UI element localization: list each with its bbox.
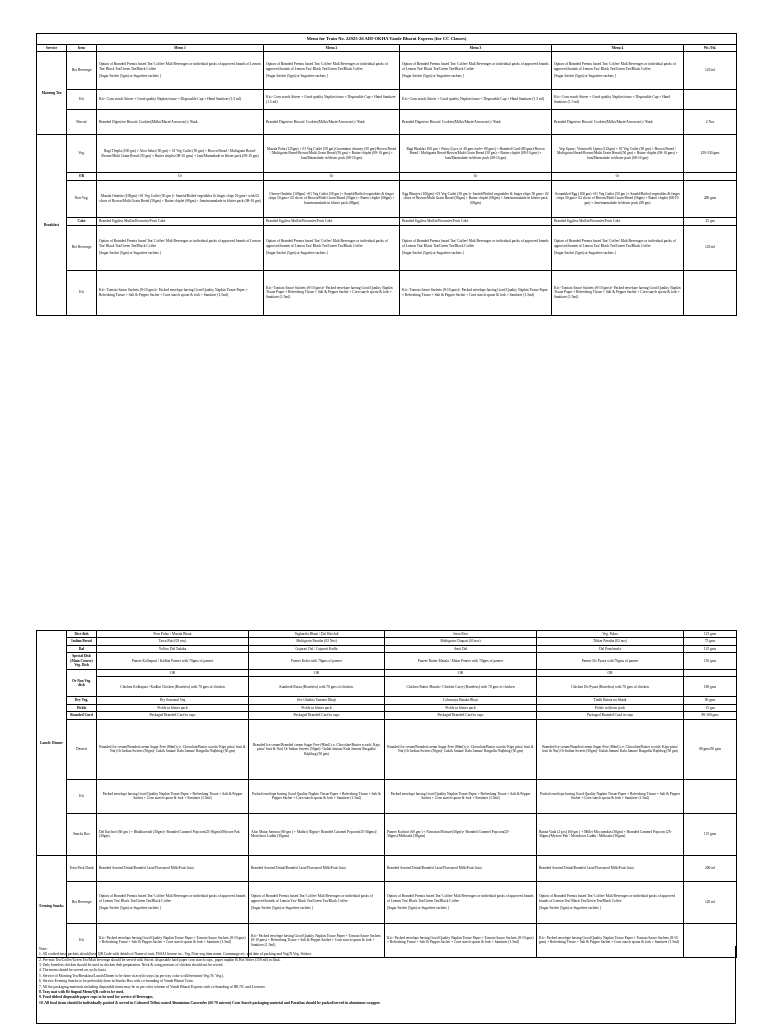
table-row: [37, 90, 737, 110]
header-row: [37, 44, 737, 51]
menu-cell: Branded Eggless Muffin/Brownies/Fruit Cake: [552, 217, 684, 225]
menu-cell: Masala Poha (125gm) + 01 Veg Cutlet (50 gm) Groundnut chutney (50 gm)-Brown Bread / Multigrain Bread-Brown/Multi Grain Bread (50 gm) + Butter chiplet (08-10 gms) + Jam/Marmalade in blister pack (08-10 gm): [264, 135, 400, 173]
header-menu1: Menu 1: [97, 44, 264, 51]
item-cell: Biscuit: [67, 110, 97, 135]
weight-cell: 75 gms: [684, 638, 737, 645]
menu-cell: Packed envelope having Good Quality Napkin Tissue Paper + Refreshing Tissue + Salt & Pepper Sachet + Corn starch spoon & fork + Sanitizer (1.5ml): [97, 779, 249, 813]
menu-cell: Kit:- Corn starch Stirrer + Good quality Napkin tissue + Disposable Cup + Hand Sanitizer (1.5 ml): [264, 90, 400, 110]
sachet-text: [Sugar Sachet (5gm) or Sugarfree sachets ]: [99, 251, 161, 256]
item-cell: Cake: [67, 217, 97, 225]
menu-cell: Branded Ice cream/Branded cream Sugar Free (80ml) i.e. Chocolate/Butter scotch/ Kaju pista/ fruit & Nut) Or Indian Sweets (50gm)- Gulab Jamun/ Kala Jamun/ Rasgulla/ Rajbhog (50 gm): [97, 719, 249, 779]
item-cell: Pickle: [67, 704, 97, 711]
header-menu2: Menu 2: [264, 44, 400, 51]
menu-cell: Branded Digestive Biscuit/ Cookies(Millet/Marie/Arrowroot) / Rusk: [400, 110, 552, 135]
menu-cell: Ragi Bhakhri 100 gm + Putta (2 pcs of 40 gms each= 80 gms) + Branded Curd (80 gms)-Brown Bread / Multigrain Bread-Brown/Multi Grain Bread (50 gm) + Butter chiplet (08-10 gms) + Jam/Marmalade in blister pack (08-10 gm): [400, 135, 552, 173]
table-row: [37, 704, 737, 711]
note-item: 6. Service Evening Snacks to be preferably done in Snacks Box with co-branding of Vande Bharat Train.: [39, 979, 194, 984]
menu-cell: Chicken Do Pyaza (Boneless) with 70 gms of chicken: [537, 677, 684, 697]
item-cell: Special Dish (Main Course) Veg. Dish: [67, 653, 97, 669]
menu-cell: Paneer Butter Masala / Matar Paneer with 70gms of paneer: [385, 653, 537, 669]
sachet-text: [Sugar Sachet (5gm) or Sugarfree sachets ]: [387, 906, 449, 911]
menu-cell: Branded Digestive Biscuit/ Cookies(Millet/Marie/Arrowroot) / Rusk: [552, 110, 684, 135]
menu-cell: Ragi Thepla (100 gm) + Aloo Sabzi (50 gm) + 01 Veg Cutlet (50 gm) + Brown Bread / Multigrain Bread-Brown/Multi Grain Bread (50 gm) + Butter chiplet (08-10 gms) + Jam/Marmalade in blister pack (08-10 gm): [97, 135, 264, 173]
weight-cell: [684, 90, 737, 110]
table-row: [37, 712, 737, 719]
item-cell: Kit: [67, 779, 97, 813]
sachet-text: [Sugar Sachet (5gm) or Sugarfree sachets ]: [539, 906, 601, 911]
note-item: 5. Service of Morning Tea/Breakfast/Lunch/Dinner to be done in acrylic trays (as per tray color to differentiate Veg./N. Veg.).: [39, 973, 225, 978]
or-cell: OR: [385, 669, 537, 676]
menu-text: Option of Branded Premix based Tea/ Coffee/ Malt Beverages or individual packs of approved brands of Lemon Tea/ Black Tea/Green Tea/Black Coffee: [387, 894, 534, 903]
menu-cell: Pickle in blister pack: [385, 704, 537, 711]
menu-cell: Kit:- Packed envelope having Good Quality Napkin Tissue Paper + Tomato Sauce Sachets (8-10 gms) + Refreshing Tissue + Salt & Pepper Sachet + Corn starch spoon & fork + Sanitizer (1.5ml): [385, 923, 537, 957]
table-row: [37, 881, 737, 923]
weight-cell: [684, 669, 737, 676]
weight-cell: 80-100 gms: [684, 712, 737, 719]
menu-title: Menu for Train No. 22925-26 ADI-OKHA Vande Bharat Express (for CC Classes): [37, 34, 737, 45]
menu-cell: Branded Aerated Drink/Branded Lassi/Flavoured Milk/Fruit Juice: [385, 855, 537, 881]
weight-cell: 15 gm: [684, 704, 737, 711]
menu-cell: Kit:- Corn starch Stirrer + Good quality Napkin tissue + Disposable Cup + Hand Sanitizer (1.5 ml): [400, 90, 552, 110]
item-cell: Branded Curd: [67, 712, 97, 719]
menu-cell: Multigrain Paratha (02 Nos): [249, 638, 385, 645]
menu-cell: Kit:- Tomato Sauce Sachets (8-10 gms)+ Packed envelope having Good Quality Napkin Tissue Paper + Refreshing Tissue + Salt & Pepper Sachet + Corn starch spoon & fork + Sanitizer (1.5ml): [400, 270, 552, 315]
note-item: 4. The menu should be served on cyclic basis.: [39, 968, 107, 973]
notes-heading: Note:-: [39, 947, 49, 951]
or-cell: Or: [552, 173, 684, 180]
note-item-bold: 9. Food ribbed disposable paper cups to be used for service of Beverages.: [39, 995, 154, 1000]
menu-cell: [97, 225, 264, 270]
menu-cell: Paneer Kofta with 70gms of paneer: [249, 653, 385, 669]
menu-cell: Branded Aerated Drink/Branded Lassi/Flavoured Milk/Fruit Juice: [537, 855, 684, 881]
sachet-text: [Sugar Sachet (5gm) or Sugarfree sachets ]: [99, 906, 161, 911]
menu-text: Option of Branded Premix based Tea/ Coffee/ Malt Beverages or individual packs of approved brands of Lemon Tea/ Black Tea/Green Tea/Black Coffee: [402, 239, 549, 248]
header-item: Item: [67, 44, 97, 51]
item-cell: Dessert: [67, 719, 97, 779]
menu-cell: Yellow Dal Tadaka: [97, 645, 249, 652]
menu-cell: Masala Omlette (100gm) +01 Veg Cutlet (50 gm )+ Sautéd/Boiled vegetables & finger chips 50 gms+ with 02 slices of Brown/Multi Grain Bread (50gm) + Butter chiplet (08gm) + Jam/marmalade in blister pack (08-10 gm): [97, 180, 264, 217]
table-row: [37, 631, 737, 638]
menu-cell: Aloo Matar Samosa (60 gm ) + Mathri (30gm)+ Branded Caramel Popcorn(25-30gms)/ Motichoor Laddu (30gms): [249, 813, 385, 855]
menu-cell: [264, 225, 400, 270]
sachet-text: [Sugar Sachet (5gm) or Sugarfree sachets ]: [554, 251, 616, 256]
menu-text: Option of Branded Premix based Tea/ Coffee/ Malt Beverages or individual packs of approved brands of Lemon Tea/ Black Tea/Green Tea/Black Coffee: [251, 894, 373, 903]
weight-cell: 125 gms: [684, 631, 737, 638]
service-cell: Lunch/ Dinner: [37, 631, 67, 856]
menu-cell: Jeera Rice: [385, 631, 537, 638]
breakfast-menu-table: [36, 33, 737, 316]
menu-cell: Kit:- Packed envelope having Good Quality Napkin Tissue Paper + Tomato Sauce Sachets (8-10 gms) + Refreshing Tissue + Salt & Pepper Sachet + Corn starch spoon & fork + Sanitizer (1.5ml): [537, 923, 684, 957]
menu-cell: Vagharela Bhaat / Dal Khichdi: [249, 631, 385, 638]
table-row: [37, 52, 737, 90]
menu-cell: Tikkar Paratha (02 nos): [537, 638, 684, 645]
menu-cell: Pickle in blister pack: [537, 704, 684, 711]
note-item: 3. Only boneless chicken should be used in chicken dish preparation. Neck & wing portions of chicken should not be served.: [39, 963, 224, 968]
note-item: 7. All the packaging materials including disposable items may be as per color scheme of Vande Bharat Express with co-branding of IRCTC and Licensee.: [39, 984, 266, 989]
item-cell: Kit: [67, 90, 97, 110]
menu-cell: Kamhedi Rassa (Boneless) with 70 gms of chicken.: [249, 677, 385, 697]
table-row: [37, 110, 737, 135]
menu-text: Option of Branded Premix based Tea/ Coffee/ Malt Beverages or individual packs of approved brands of Lemon Tea/ Black Tea/Green Tea/Black Coffee: [554, 62, 676, 71]
menu-cell: Branded Ice cream/Branded cream Sugar Free (80ml) i.e. Chocolate/Butter scotch/ Kaju pista/ fruit & Nut) Or Indian Sweets (50gm)- Gulab Jamun/ Kala Jamun/ Rasgulla/ Rajbhog (50 gm): [537, 719, 684, 779]
weight-cell: 120 ml: [684, 225, 737, 270]
weight-cell: 120 ml: [684, 881, 737, 923]
or-cell: OR: [97, 669, 249, 676]
header-weight: Wt./Vol.: [684, 44, 737, 51]
table-row: [37, 813, 737, 855]
menu-cell: Branded Digestive Biscuit/ Cookies(Millet/Marie/Arrowroot) / Rusk: [97, 110, 264, 135]
lunch-snacks-menu-table: [36, 630, 737, 958]
weight-cell: 125 gms: [684, 645, 737, 652]
menu-cell: Packaged Branded Curd in cups: [537, 712, 684, 719]
menu-cell: Branded Aerated Drink/Branded Lassi/Flavoured Milk/Fruit Juice: [97, 855, 249, 881]
menu-cell: Branded Eggless Muffin/Brownies/Fruit Cake: [97, 217, 264, 225]
menu-text: Option of Branded Premix based Tea/ Coffee/ Malt Beverages or individual packs of approved brands of Lemon Tea/ Black Tea/Green Tea/Black Coffee: [266, 62, 388, 71]
notes-section: [36, 946, 736, 1024]
menu-cell: Multigrain Chapati (03 nos): [385, 638, 537, 645]
note-item: 2. Pre-mix Tea/Coffee/Green Tea/Malt beverage should be served with Stirrer, disposable hard paper corn starch cups., paper napkin & Hot Water (150 ml) in flask.: [39, 957, 281, 962]
menu-cell: Branded Ice cream/Branded cream Sugar Free (80ml) i.e. Chocolate/Butter scotch/ Kaju pista/ fruit & Nut) Or Indian Sweets (50gm)- Gulab Jamun/ Kala Jamun/ Rasgulla/ Rajbhog (50 gm): [249, 719, 385, 779]
item-cell: Hot Beverage: [67, 881, 97, 923]
sachet-text: [Sugar Sachet (5gm) or Sugarfree sachets ]: [554, 74, 616, 79]
item-cell: Hot Beverage: [67, 52, 97, 90]
menu-cell: Veg. Pulao: [537, 631, 684, 638]
menu-text: Option of Branded Premix based Tea/ Coffee/ Malt Beverages or individual packs of approved brands of Lemon Tea/ Black Tea/Green Tea/Black Coffee: [99, 894, 246, 903]
header-menu4: Menu 4: [552, 44, 684, 51]
weight-cell: 280 gms: [684, 180, 737, 217]
item-cell: Snacks Box: [67, 813, 97, 855]
weight-cell: [684, 270, 737, 315]
menu-cell: Dry Seasonal Veg: [97, 697, 249, 704]
item-cell: Kit: [67, 270, 97, 315]
menu-cell: [537, 881, 684, 923]
menu-cell: Chicken Butter Masala / Chicken Curry (Boneless) with 70 gms of chicken: [385, 677, 537, 697]
menu-cell: Tawa Roti (03 nos): [97, 638, 249, 645]
menu-text: Option of Branded Premix based Tea/ Coffee/ Malt Beverages or individual packs of approved brands of Lemon Tea/ Black Tea/Green Tea/Black Coffee: [99, 62, 261, 71]
menu-cell: Paneer Do Pyaza with 70gms of paneer: [537, 653, 684, 669]
menu-cell: Sev Ghathia Tamater Bhaji: [249, 697, 385, 704]
item-cell: Indian Bread: [67, 638, 97, 645]
menu-cell: [552, 225, 684, 270]
weight-cell: 150 gms: [684, 653, 737, 669]
note-item-bold: 8. Tray mat with Bi-lingual Menu/QR code to be used.: [39, 989, 124, 994]
weight-cell: [684, 779, 737, 813]
menu-cell: [385, 881, 537, 923]
menu-cell: Branded Eggless Muffin/Brownies/Fruit Cake: [400, 217, 552, 225]
item-cell: Tetra Pack Drink: [67, 855, 97, 881]
item-cell: Or Non Veg. dish: [67, 669, 97, 696]
menu-cell: Branded Aerated Drink/Branded Lassi/Flavoured Milk/Fruit Juice: [249, 855, 385, 881]
or-cell: OR: [537, 669, 684, 676]
item-cell: OR: [67, 173, 97, 180]
service-cell: Breakfast: [37, 135, 67, 315]
menu-cell: Kit:- Tomato Sauce Sachets (8-10 gms)+ Packed envelope having Good Quality Napkin Tissue Paper + Refreshing Tissue + Salt & Pepper Sachet + Corn starch spoon & fork + Sanitizer (1.5ml): [264, 270, 400, 315]
weight-cell: 2 Nos: [684, 110, 737, 135]
item-cell: Dry Veg.: [67, 697, 97, 704]
menu-cell: Veg Upma / Vermicelli Upma (125gm) + 01 Veg Cutlet (50 gm) + Brown Bread / Multigrain Bread-Brown/Multi Grain Bread (50 gm) + Butter chiplet (08-10 gms) + Jam/Marmalade in blister pack (08-10 gm): [552, 135, 684, 173]
table-row: [37, 719, 737, 779]
service-cell: Morning Tea: [37, 52, 67, 135]
item-cell: Rice dish: [67, 631, 97, 638]
menu-cell: [249, 881, 385, 923]
menu-cell: Paneer Kolhapuri / Kadhai Paneer with 70gms of paneer: [97, 653, 249, 669]
menu-text: Option of Branded Premix based Tea/ Coffee/ Malt Beverages or individual packs of approved brands of Lemon Tea/ Black Tea/Green Tea/Black Coffee: [554, 239, 676, 248]
weight-cell: 115 gms: [684, 813, 737, 855]
weight-cell: 120 ml: [684, 52, 737, 90]
menu-cell: Packed envelope having Good Quality Napkin Tissue Paper + Refreshing Tissue + Salt & Pepper Sachet + Corn starch spoon & fork + Sanitizer (1.5ml): [385, 779, 537, 813]
table-row: [37, 173, 737, 180]
menu-cell: Lehsuniya Bataka Bhaji: [385, 697, 537, 704]
sachet-text: [Sugar Sachet (5gm) or Sugarfree sachets ]: [402, 74, 464, 79]
menu-cell: Branded Ice cream/Branded cream Sugar Free (80ml) i.e. Chocolate/Butter scotch/ Kaju pista/ fruit & Nut) Or Indian Sweets (50gm)- Gulab Jamun/ Kala Jamun/ Rasgulla/ Rajbhog (50 gm): [385, 719, 537, 779]
menu-cell: [400, 225, 552, 270]
or-cell: Or: [264, 173, 400, 180]
sachet-text: [Sugar Sachet (5gm) or Sugarfree sachets ]: [266, 74, 328, 79]
menu-cell: Kit:- Packed envelope having Good Quality Napkin Tissue Paper + Tomato Sauce Sachets (8-10 gms) + Refreshing Tissue + Salt & Pepper Sachet + Corn starch spoon & fork + Sanitizer (1.5ml): [249, 923, 385, 957]
sachet-text: [Sugar Sachet (5gm) or Sugarfree sachets ]: [402, 251, 464, 256]
menu-cell: Paneer Kachori (60 gm ) + Navratan Mixture(30gm)+ Branded Caramel Popcorn(25-30gms)/Milkcake (30gms): [385, 813, 537, 855]
item-cell: Kit: [67, 923, 97, 957]
table-row: [37, 645, 737, 652]
table-row: [37, 653, 737, 669]
menu-cell: Pickle in blister pack: [249, 704, 385, 711]
menu-cell: Kit:- Tomato Sauce Sachets (8-10 gms)+ Packed envelope having Good Quality Napkin Tissue Paper + Refreshing Tissue + Salt & Pepper Sachet + Corn starch spoon & fork + Sanitizer (1.5ml): [97, 270, 264, 315]
menu-cell: Scrambled Egg (100 gm) +01 Veg Cutlet (50 gm )+ Sautéd/Boiled vegetables & finger chips 50 gms+ 02 slices of Brown/Multi Grain Bread (50gm) + Butter chiplet (08-10 gm) + Jam/marmalade in blister pack (08 gm): [552, 180, 684, 217]
menu-cell: Branded Digestive Biscuit/ Cookies(Millet/Marie/Arrowroot) / Rusk: [264, 110, 400, 135]
menu-cell: Kit:- Corn starch Stirrer + Good quality Napkin tissue + Disposable Cup + Hand Sanitizer (1.5 ml): [552, 90, 684, 110]
menu-cell: Chicken Kolhapuri / Kadhai Chicken (Boneless) with 70 gms of chicken: [97, 677, 249, 697]
menu-cell: [264, 52, 400, 90]
service-cell: Evening Snacks: [37, 855, 67, 957]
menu-cell: Dal Kachori (60 gm ) + Bhakharvadi (30gm)+ Branded Caramel Popcorn(25-30gms)/Mysore Pak (30gm): [97, 813, 249, 855]
menu-cell: Kit:- Tomato Sauce Sachets (8-10 gms)+ Packed envelope having Good Quality Napkin Tissue Paper + Refreshing Tissue + Salt & Pepper Sachet + Corn starch spoon & fork + Sanitizer (1.5ml): [552, 270, 684, 315]
menu-cell: Gujarati Dal / Gujarati Kadhi: [249, 645, 385, 652]
menu-cell: Cheese Omlette (100gm) +01 Veg Cutlet (50 gm )+ Sautéd/Boiled vegetables & finger chips 50 gms+ 02 slices of Brown/Multi Grain Bread (50gm) + Butter chiplet (08gm) + Jam/marmalade in blister pack (08gm): [264, 180, 400, 217]
menu-cell: Packed envelope having Good Quality Napkin Tissue Paper + Refreshing Tissue + Salt & Pepper Sachet + Corn starch spoon & fork + Sanitizer (1.5ml): [249, 779, 385, 813]
menu-cell: [97, 881, 249, 923]
or-cell: Or: [400, 173, 552, 180]
menu-cell: Packaged Branded Curd in cups: [97, 712, 249, 719]
item-cell: Hot Beverage: [67, 225, 97, 270]
weight-cell: 50 gms: [684, 697, 737, 704]
table-row: [37, 270, 737, 315]
sachet-text: [Sugar Sachet (5gm) or Sugarfree sachets ]: [266, 251, 328, 256]
menu-text: Option of Branded Premix based Tea/ Coffee/ Malt Beverages or individual packs of approved brands of Lemon Tea/ Black Tea/Green Tea/Black Coffee: [266, 239, 388, 248]
weight-cell: 25 gm: [684, 217, 737, 225]
header-service: Service: [37, 44, 67, 51]
weight-cell: 80 gms/50 gms: [684, 719, 737, 779]
menu-cell: Kit:- Corn starch Stirrer + Good quality Napkin tissue + Disposable Cup + Hand Sanitizer (1.5 ml): [97, 90, 264, 110]
weight-cell: 200 ml: [684, 855, 737, 881]
menu-cell: Pickle in blister pack: [97, 704, 249, 711]
table-row: [37, 225, 737, 270]
note-item: 1. All cooked meal packets should bear QR Code with details of Name of unit, FSSAI license no., Veg./Non-veg item name, Grammage etc. and date of packing and Veg/N.Veg. Sticker.: [39, 952, 312, 957]
menu-cell: [400, 52, 552, 90]
menu-text: Option of Branded Premix based Tea/ Coffee/ Malt Beverages or individual packs of approved brands of Lemon Tea/ Black Tea/Green Tea/Black Coffee: [402, 62, 549, 71]
menu-cell: Amti Dal: [385, 645, 537, 652]
table-row: [37, 217, 737, 225]
menu-cell: Branded Eggless Muffin/Brownies/Fruit Cake: [264, 217, 400, 225]
item-cell: Non-Veg.: [67, 180, 97, 217]
menu-cell: Packed envelope having Good Quality Napkin Tissue Paper + Refreshing Tissue + Salt & Pepper Sachet + Corn starch spoon & fork + Sanitizer (1.5ml): [537, 779, 684, 813]
sachet-text: [Sugar Sachet (5gm) or Sugarfree sachets ]: [251, 906, 313, 911]
menu-cell: Batata Vada (2 pcs) (60 gm ) + Millet Mix namkin (30gm) + Branded Caramel Popcorn (25-30gms)/Mysore Pak / Motichoor Laddu / Milkcake (30gms): [537, 813, 684, 855]
menu-text: Option of Branded Premix based Tea/ Coffee/ Malt Beverages or individual packs of approved brands of Lemon Tea/ Black Tea/Green Tea/Black Coffee: [99, 239, 261, 248]
menu-text: Option of Branded Premix based Tea/ Coffee/ Malt Beverages or individual packs of approved brands of Lemon Tea/ Black Tea/Green Tea/Black Coffee: [539, 894, 676, 903]
menu-cell: [97, 52, 264, 90]
menu-cell: Egg Bhurjee (100gm) +01 Veg Cutlet (50 gm )+ Sautéd/Boiled vegetables & finger chips 50 gms+ 02 slices of Brown/Multi Grain Bread (50gm) + Butter chiplet (08gm) + Jam/marmalade in blister pack (08gm): [400, 180, 552, 217]
weight-cell: [684, 173, 737, 180]
table-row: [37, 697, 737, 704]
menu-cell: Kit:- Packed envelope having Good Quality Napkin Tissue Paper + Tomato Sauce Sachets (8-10 gms) + Refreshing Tissue + Salt & Pepper Sachet + Corn starch spoon & fork + Sanitizer (1.5ml): [97, 923, 249, 957]
menu-cell: Dal Panchmela: [537, 645, 684, 652]
table-row: [37, 135, 737, 173]
table-row: [37, 180, 737, 217]
menu-cell: Packaged Branded Curd in cups: [249, 712, 385, 719]
or-cell: OR: [249, 669, 385, 676]
menu-cell: [552, 52, 684, 90]
item-cell: Veg.: [67, 135, 97, 173]
table-row: [37, 677, 737, 697]
item-cell: Dal: [67, 645, 97, 652]
menu-cell: Tindli Bateta nu Shaak: [537, 697, 684, 704]
weight-cell: 250-330 gms: [684, 135, 737, 173]
table-row: [37, 855, 737, 881]
header-menu3: Menu 3: [400, 44, 552, 51]
weight-cell: 180 gms: [684, 677, 737, 697]
menu-cell: Peas Pulao / Masala Bhaat: [97, 631, 249, 638]
table-row: [37, 779, 737, 813]
note-item-bold: 10. All food items should be individually packed & served in Coloured Teflon coated Aluminium Casseroles (60-70 micron) Corn Starch packaging material and Parathas should be packed/served in aluminum wrapper.: [39, 1000, 381, 1005]
table-row: [37, 669, 737, 676]
sachet-text: [Sugar Sachet (5gm) or Sugarfree sachets ]: [99, 74, 161, 79]
or-cell: Or: [97, 173, 264, 180]
menu-cell: Packaged Branded Curd in cups: [385, 712, 537, 719]
table-row: [37, 638, 737, 645]
